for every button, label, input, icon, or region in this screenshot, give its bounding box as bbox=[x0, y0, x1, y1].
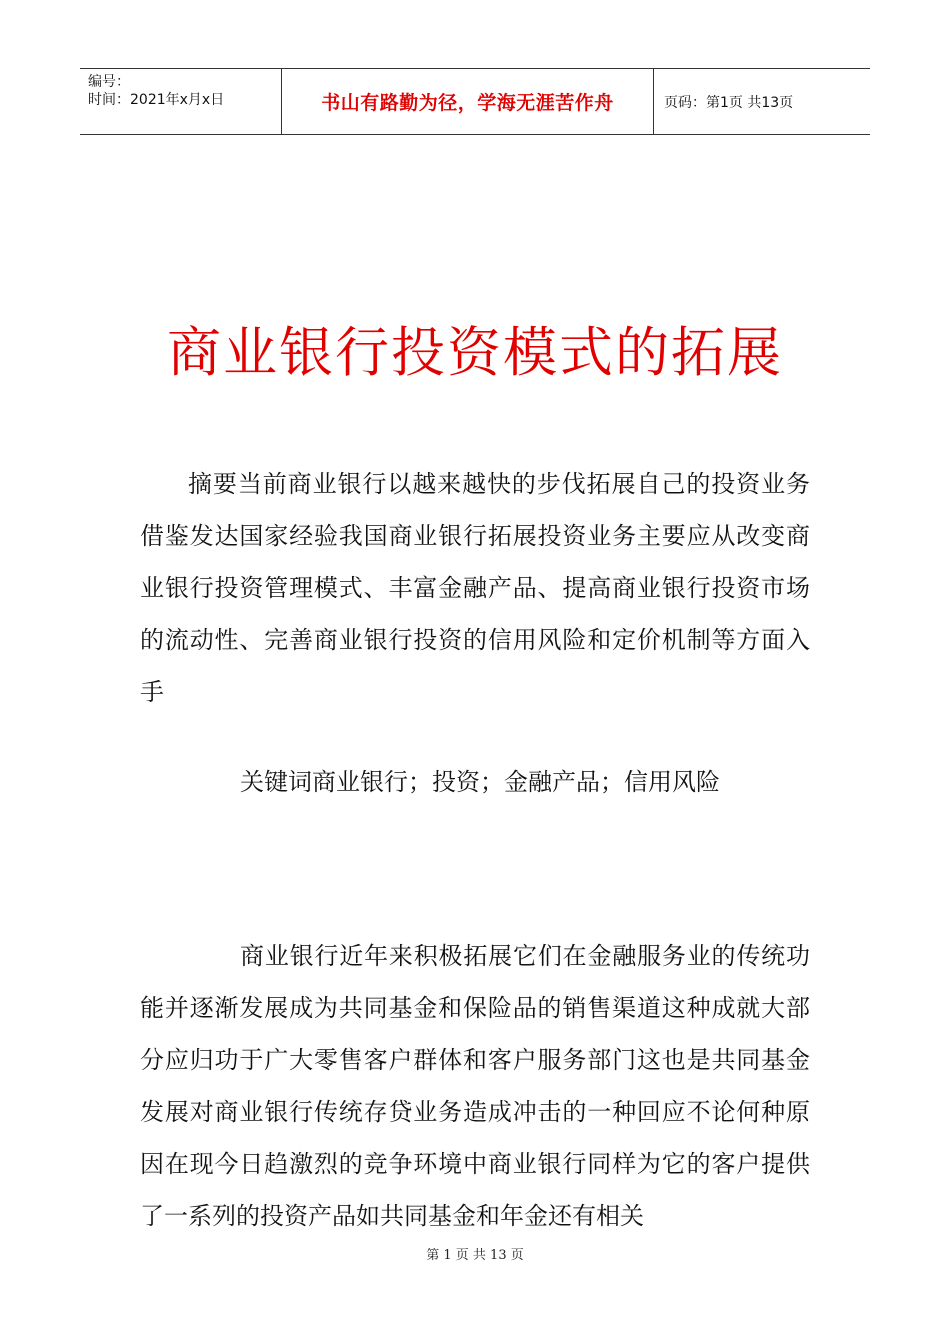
header-motto: 书山有路勤为径，学海无涯苦作舟 bbox=[282, 69, 654, 134]
header-number-label: 编号： bbox=[88, 74, 130, 90]
body-paragraph: 商业银行近年来积极拓展它们在金融服务业的传统功能并逐渐发展成为共同基金和保险品的销售渠道这种成就大部分应归功于广大零售客户群体和客户服务部门这也是共同基金发展对商业银行传统存贷业务造成冲击的一种回应不论何种原因在现今日趋激烈的竞争环境中商业银行同样为它的客户提供了一系列的投资产品如共同基金和年金还有相关 bbox=[140, 942, 810, 1230]
page-footer: 第 1 页 共 13 页 bbox=[426, 1248, 524, 1263]
header-meta-cell bbox=[80, 69, 282, 134]
document-title: 商业银行投资模式的拓展 bbox=[167, 321, 783, 384]
abstract-paragraph: 摘要当前商业银行以越来越快的步伐拓展自己的投资业务借鉴发达国家经验我国商业银行拓展投资业务主要应从改变商业银行投资管理模式、丰富金融产品、提高商业银行投资市场的流动性、完善商业银行投资的信用风险和定价机制等方面入手 bbox=[140, 470, 810, 706]
document-header bbox=[80, 68, 870, 135]
keywords-paragraph: 关键词商业银行；投资；金融产品；信用风险 bbox=[240, 768, 720, 796]
header-time-label: 时间：2021年x月x日 bbox=[88, 92, 225, 108]
header-page-info: 页码：第1页 共13页 bbox=[664, 94, 794, 111]
